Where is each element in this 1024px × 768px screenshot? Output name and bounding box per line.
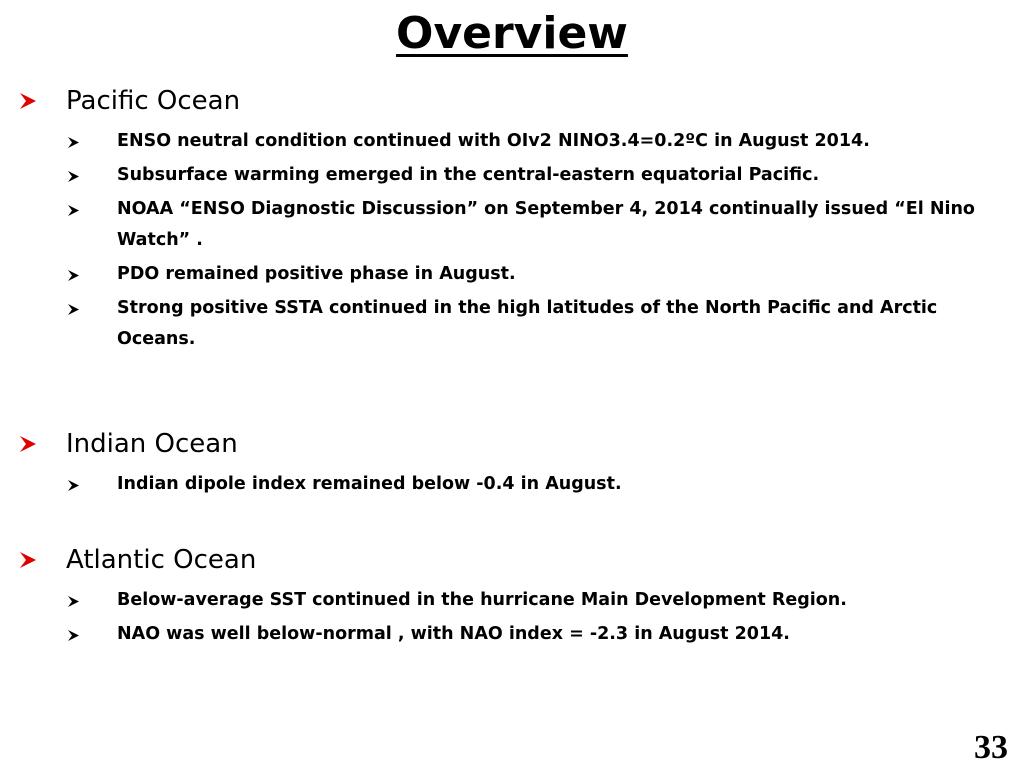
list-item (117, 619, 997, 650)
list-item (117, 259, 997, 290)
page-number: 33 (974, 729, 1008, 766)
list-item (117, 469, 997, 500)
arrowhead-bullet-icon (18, 550, 38, 570)
section-indian-ocean (0, 426, 1024, 500)
slide-title (0, 4, 1024, 64)
list-item (117, 293, 997, 355)
section-heading (0, 83, 1024, 119)
arrowhead-bullet-icon (18, 91, 38, 111)
list-item-text: Strong positive SSTA continued in the high latitudes of the North Pacific and Arctic Oceans. (117, 298, 938, 349)
section-label: Atlantic Ocean (66, 545, 257, 575)
arrowhead-bullet-icon (67, 303, 80, 316)
list-item-text: NAO was well below-normal , with NAO index = -2.3 in August 2014. (117, 624, 790, 644)
arrowhead-bullet-icon (67, 136, 80, 149)
list-item-text: Below-average SST continued in the hurricane Main Development Region. (117, 590, 847, 610)
section-pacific-ocean (0, 83, 1024, 355)
section-label: Pacific Ocean (66, 86, 241, 116)
list-item (117, 585, 997, 616)
arrowhead-bullet-icon (67, 595, 80, 608)
arrowhead-bullet-icon (67, 170, 80, 183)
arrowhead-bullet-icon (67, 479, 80, 492)
list-item-text: Indian dipole index remained below -0.4 in August. (117, 474, 622, 494)
list-item (117, 194, 997, 256)
list-item (117, 126, 997, 157)
arrowhead-bullet-icon (18, 434, 38, 454)
slide-title-text: Overview (396, 8, 628, 59)
section-heading (0, 426, 1024, 462)
arrowhead-bullet-icon (67, 629, 80, 642)
section-label: Indian Ocean (66, 429, 238, 459)
section-atlantic-ocean (0, 542, 1024, 650)
list-item-text: NOAA “ENSO Diagnostic Discussion” on September 4, 2014 continually issued “El Nino Watch” . (117, 199, 975, 250)
section-heading (0, 542, 1024, 578)
list-item-text: PDO remained positive phase in August. (117, 264, 516, 284)
arrowhead-bullet-icon (67, 269, 80, 282)
list-item (117, 160, 997, 191)
list-item-text: ENSO neutral condition continued with OIv2 NINO3.4=0.2ºC in August 2014. (117, 131, 870, 151)
list-item-text: Subsurface warming emerged in the central-eastern equatorial Pacific. (117, 165, 820, 185)
arrowhead-bullet-icon (67, 204, 80, 217)
